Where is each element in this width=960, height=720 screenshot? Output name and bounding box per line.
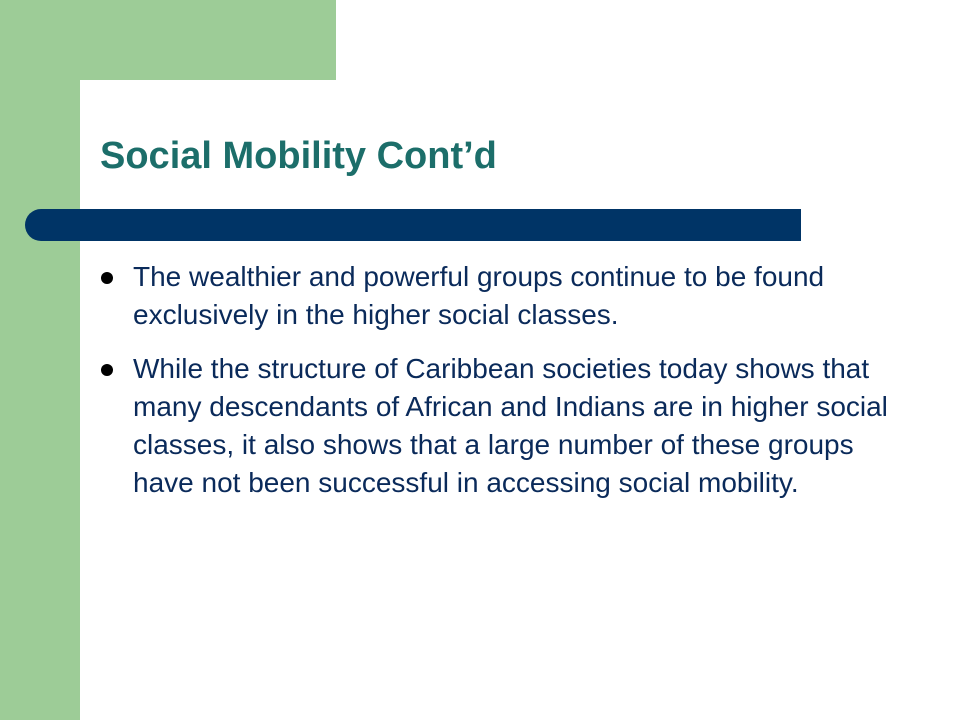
content-rounded-corner (80, 80, 140, 140)
bullet-dot-icon (101, 364, 113, 376)
green-top-panel (0, 0, 336, 80)
bullet-list (100, 258, 890, 518)
bullet-item (100, 258, 890, 334)
bullet-text: The wealthier and powerful groups continue to be found exclusively in the higher social classes. (133, 261, 825, 330)
slide-title: Social Mobility Cont’d (100, 135, 497, 177)
green-side-panel (0, 0, 80, 720)
bullet-item (100, 350, 890, 502)
title-underline-bar (25, 209, 801, 241)
bullet-dot-icon (101, 272, 113, 284)
bullet-text: While the structure of Caribbean societies today shows that many descendants of African and Indians are in higher social classes, it also shows that a large number of these groups have not been successful in accessing social mobility. (133, 353, 888, 498)
